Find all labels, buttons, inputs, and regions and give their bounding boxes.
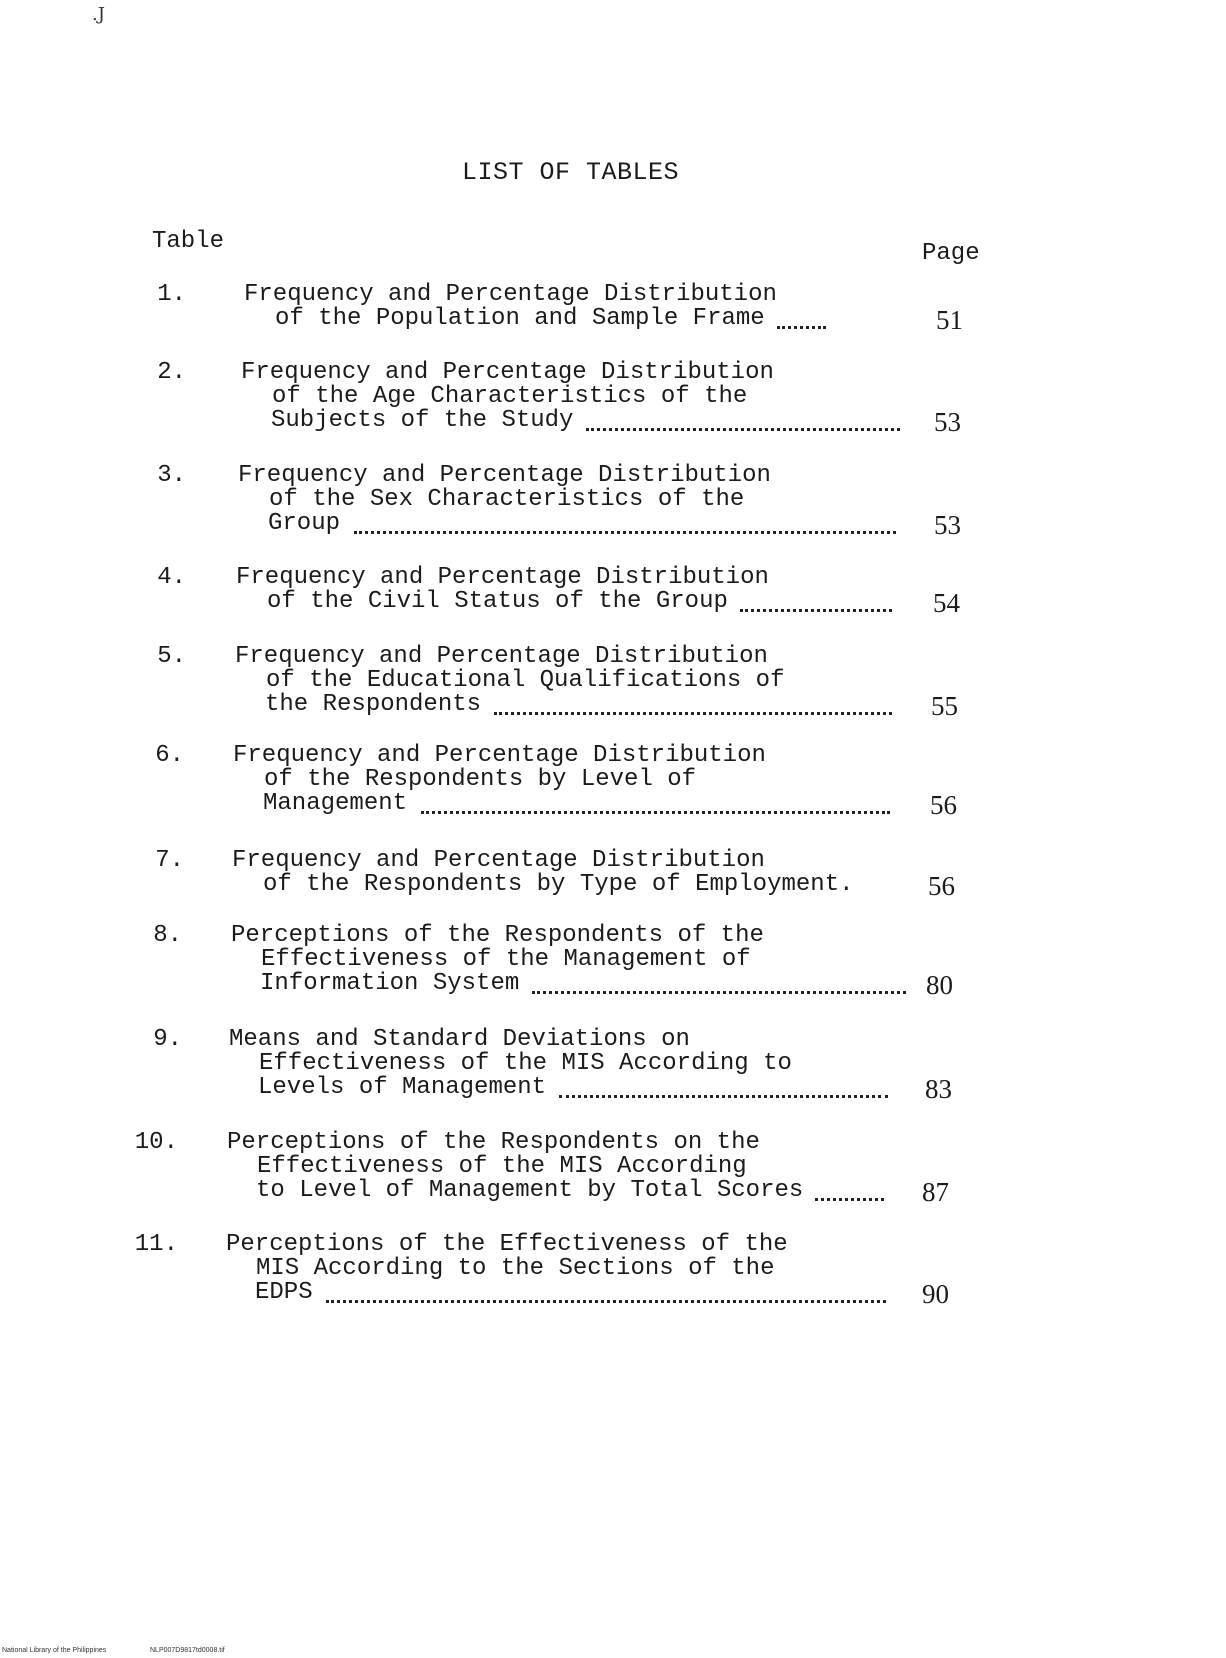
dot-leader [559, 1089, 888, 1098]
entry-title-line: Frequency and Percentage Distribution [236, 564, 769, 591]
entry-title-line: Frequency and Percentage Distribution [238, 462, 771, 489]
dot-leader [532, 985, 906, 994]
entry-title-continuation: Group [268, 510, 341, 537]
entry-page-number: 80 [926, 970, 953, 1000]
entry-title-line: Frequency and Percentage Distribution [241, 359, 774, 386]
entry-page-number: 90 [922, 1279, 949, 1309]
entry-number: 3. [157, 462, 186, 489]
dot-leader [815, 1192, 884, 1201]
footer [2, 1647, 225, 1654]
entry-number: 6. [155, 742, 184, 769]
entry-number: 4. [157, 564, 186, 591]
entry-title-continuation: Effectiveness of the MIS According [257, 1153, 747, 1180]
dot-leader [586, 422, 900, 431]
dot-leader [326, 1294, 886, 1303]
dot-leader [740, 603, 892, 612]
entry-title-line: Frequency and Percentage Distribution [235, 643, 768, 670]
entry-number: 7. [155, 847, 184, 874]
entry-title-continuation: Subjects of the Study [271, 407, 574, 434]
entry-title-continuation: of the Respondents by Level of [264, 766, 697, 793]
entry-title-continuation: of the Sex Characteristics of the [269, 486, 745, 513]
entry-number: 10. [134, 1129, 178, 1156]
entry-title-continuation: Levels of Management [258, 1074, 547, 1101]
entry-page-number: 53 [934, 510, 961, 540]
entry-title-line: Perceptions of the Effectiveness of the [226, 1231, 788, 1258]
entry-page-number: 54 [933, 588, 960, 618]
dot-leader [494, 706, 892, 715]
entry-title-continuation: EDPS [255, 1279, 313, 1306]
entry-title-continuation: MIS According to the Sections of the [256, 1255, 775, 1282]
entry-title-line: Perceptions of the Respondents on the [227, 1129, 760, 1156]
footer-library: National Library of the Philippines [2, 1647, 107, 1654]
entry-page-number: 56 [928, 871, 955, 901]
column-header-table: Table [152, 228, 225, 255]
entry-title-continuation: the Respondents [265, 691, 482, 718]
entry-page-number: 53 [934, 407, 961, 437]
entry-title-continuation: Information System [260, 970, 520, 997]
entry-number: 2. [157, 359, 186, 386]
entry-title-continuation: of the Educational Qualifications of [266, 667, 785, 694]
entry-title-line: Perceptions of the Respondents of the [231, 922, 764, 949]
footer-file-id: NLP007D9817td0008.tif [150, 1647, 225, 1654]
page-title: LIST OF TABLES [462, 158, 680, 187]
dot-leader [421, 805, 891, 814]
entry-number: 8. [153, 922, 182, 949]
entry-page-number: 83 [925, 1074, 952, 1104]
entry-title-line: Means and Standard Deviations on [229, 1026, 690, 1053]
column-header-page: Page [922, 240, 980, 267]
entry-title-continuation: Management [263, 790, 408, 817]
entry-number: 11. [134, 1231, 178, 1258]
entry-number: 9. [153, 1026, 182, 1053]
entry-page-number: 56 [930, 790, 957, 820]
entry-number: 5. [157, 643, 186, 670]
entry-title-line: Frequency and Percentage Distribution [233, 742, 766, 769]
entry-title-continuation: Effectiveness of the MIS According to [259, 1050, 792, 1077]
corner-mark: .J [92, 4, 105, 25]
entry-title-line: Frequency and Percentage Distribution [232, 847, 765, 874]
entry-title-continuation: to Level of Management by Total Scores [256, 1177, 804, 1204]
dot-leader [354, 525, 896, 534]
dot-leader [777, 320, 826, 329]
entry-title-continuation: of the Respondents by Type of Employment. [263, 871, 854, 898]
entry-number: 1. [157, 281, 186, 308]
entry-page-number: 55 [931, 691, 958, 721]
entry-title-continuation: Effectiveness of the Management of [261, 946, 751, 973]
entry-title-continuation: of the Civil Status of the Group [267, 588, 728, 615]
entry-title-line: Frequency and Percentage Distribution [244, 281, 777, 308]
entry-title-continuation: of the Age Characteristics of the [272, 383, 748, 410]
entry-page-number: 51 [936, 305, 963, 335]
entry-page-number: 87 [922, 1177, 949, 1207]
entry-title-continuation: of the Population and Sample Frame [275, 305, 765, 332]
